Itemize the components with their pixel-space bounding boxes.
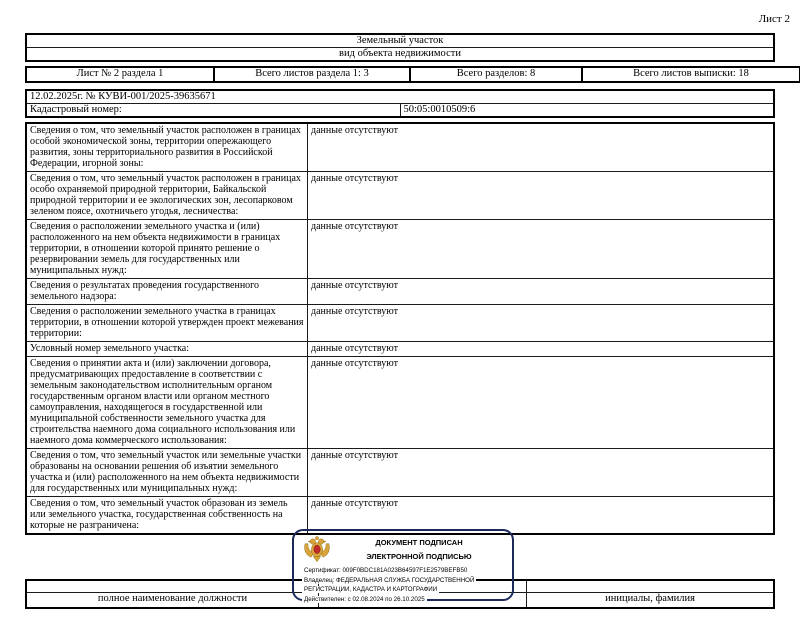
total-sections: Всего разделов: 8	[410, 67, 582, 82]
record-label: Сведения о том, что земельный участок расположен в границах особо охраняемой природной территории, Байкальской природной территории и ее экологических зон, лесопарковом зеленом поясе, охотничьего угодья, лесничества:	[26, 172, 308, 220]
record-row	[26, 449, 774, 497]
stamp-title: ДОКУМЕНТ ПОДПИСАН	[375, 538, 463, 547]
table-row	[26, 67, 800, 82]
record-label: Сведения о том, что земельный участок образован из земель или земельного участка, государственная собственность на которые не разграничена:	[26, 497, 308, 535]
object-type-table	[25, 33, 775, 62]
record-row	[26, 220, 774, 279]
record-value: данные отсутствуют	[308, 449, 775, 497]
stamp-owner-line2: РЕГИСТРАЦИИ, КАДАСТРА И КАРТОГРАФИИ	[304, 586, 438, 593]
records-table	[25, 122, 775, 535]
stamp-owner-line1: Владелец: ФЕДЕРАЛЬНАЯ СЛУЖБА ГОСУДАРСТВЕННОЙ	[304, 576, 475, 584]
record-row	[26, 305, 774, 342]
table-row	[26, 104, 774, 118]
record-label: Сведения о том, что земельный участок или земельные участки образованы на основании решения об изъятии земельного участка и (или) расположенного на нем объекта недвижимости для государственных или муниципальных нужд:	[26, 449, 308, 497]
total-sheets-section: Всего листов раздела 1: 3	[214, 67, 410, 82]
stamp-validity: Действителен: с 02.08.2024 по 26.10.2025	[304, 595, 425, 603]
signature-cell	[527, 580, 775, 593]
signature-cell	[26, 580, 319, 593]
record-label: Сведения о расположении земельного участка и (или) расположенного на нем объекта недвижимости в границах территории, в отношении которой принято решение о резервировании земель для государственных или муниципальных нужд:	[26, 220, 308, 279]
stamp-details	[302, 566, 508, 604]
record-row	[26, 357, 774, 449]
stamp-certificate: Сертификат: 009F0BDC181A023B64597F1E2579BEFB50	[304, 567, 468, 574]
record-value: данные отсутствуют	[308, 123, 775, 172]
position-label: полное наименование должности	[26, 593, 319, 609]
sheet-number: Лист 2	[758, 13, 790, 25]
record-value: данные отсутствуют	[308, 172, 775, 220]
record-value: данные отсутствуют	[308, 279, 775, 305]
document-number-table	[25, 89, 775, 118]
table-row	[26, 90, 774, 104]
table-row	[26, 34, 774, 48]
sheet-of-section: Лист № 2 раздела 1	[26, 67, 214, 82]
name-label: инициалы, фамилия	[527, 593, 775, 609]
record-value: данные отсутствуют	[308, 357, 775, 449]
record-label: Условный номер земельного участка:	[26, 342, 308, 357]
record-label: Сведения о расположении земельного участка в границах территории, в отношении которой утвержден проект межевания территории:	[26, 305, 308, 342]
coat-of-arms-icon	[302, 534, 332, 564]
cadastral-number-value: 50:05:0010509:6	[400, 104, 774, 118]
table-row	[26, 48, 774, 62]
record-value: данные отсутствуют	[308, 342, 775, 357]
total-sheets-extract: Всего листов выписки: 18	[582, 67, 800, 82]
digital-signature-stamp	[292, 529, 514, 601]
record-label: Сведения о принятии акта и (или) заключении договора, предусматривающих предоставление в соответствии с земельным законодательством исполнительным органом государственным органом власти или органом местного самоуправления, находящегося в государственной или муниципальной собственности земельного участка для строительства наемного дома социального использования или наемного дома коммерческого использования:	[26, 357, 308, 449]
object-type-caption: вид объекта недвижимости	[26, 48, 774, 62]
stamp-titles	[330, 538, 508, 561]
record-row	[26, 123, 774, 172]
record-row	[26, 279, 774, 305]
stamp-subtitle: ЭЛЕКТРОННОЙ ПОДПИСЬЮ	[366, 552, 472, 561]
record-label: Сведения о том, что земельный участок расположен в границах особой экономической зоны, территории опережающего развития, зоны территориального развития в Российской Федерации, игорной зоны:	[26, 123, 308, 172]
date-and-number: 12.02.2025г. № КУВИ-001/2025-39635671	[26, 90, 774, 104]
record-value: данные отсутствуют	[308, 305, 775, 342]
record-value: данные отсутствуют	[308, 220, 775, 279]
record-label: Сведения о результатах проведения государственного земельного надзора:	[26, 279, 308, 305]
record-value: данные отсутствуют	[308, 497, 775, 535]
object-type: Земельный участок	[26, 34, 774, 48]
record-row	[26, 172, 774, 220]
sheets-info-table	[25, 66, 800, 83]
cadastral-number-label: Кадастровый номер:	[26, 104, 400, 118]
record-row	[26, 342, 774, 357]
